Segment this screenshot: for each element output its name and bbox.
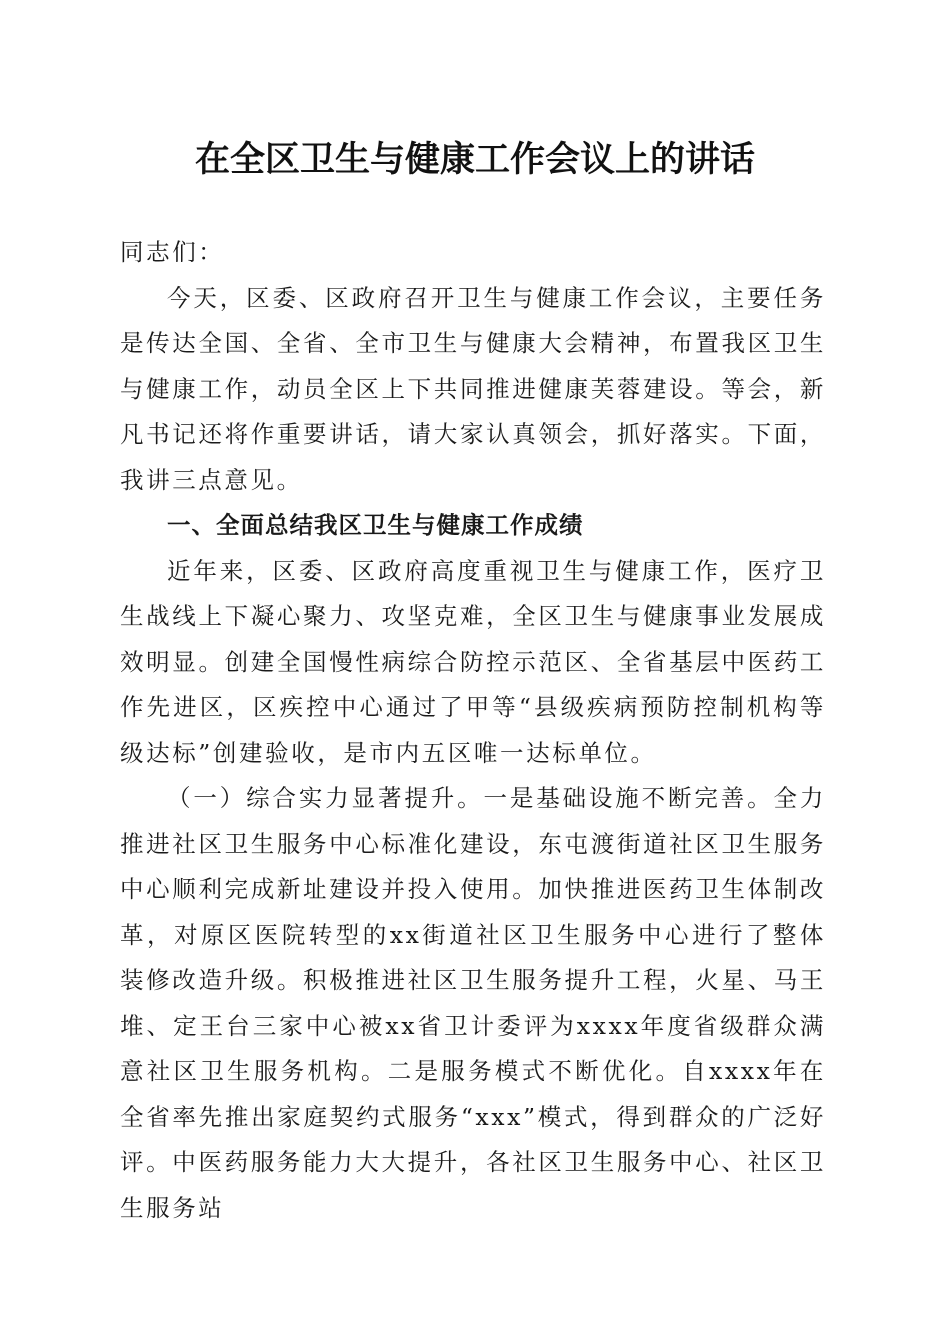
section1-paragraph-1: 近年来，区委、区政府高度重视卫生与健康工作，医疗卫生战线上下凝心聚力、攻坚克难，全区卫生与健康事业发展成效明显。创建全国慢性病综合防控示范区、全省基层中医药工作先进区，区疾控中心通过了甲等“县级疾病预防控制机构等级达标”创建验收，是市内五区唯一达标单位。 [120, 556, 826, 767]
document-body [120, 230, 826, 1231]
section-heading-1: 一、全面总结我区卫生与健康工作成绩 [167, 511, 584, 539]
intro-paragraph: 今天，区委、区政府召开卫生与健康工作会议，主要任务是传达全国、全省、全市卫生与健康大会精神，布置我区卫生与健康工作，动员全区上下共同推进健康芙蓉建设。等会，新凡书记还将作重要讲话，请大家认真领会，抓好落实。下面，我讲三点意见。 [120, 283, 826, 494]
section1-paragraph-2: （一）综合实力显著提升。一是基础设施不断完善。全力推进社区卫生服务中心标准化建设，东屯渡街道社区卫生服务中心顺利完成新址建设并投入使用。加快推进医药卫生体制改革，对原区医院转型的xx街道社区卫生服务中心进行了整体装修改造升级。积极推进社区卫生服务提升工程，火星、马王堆、定王台三家中心被xx省卫计委评为xxxx年度省级群众满意社区卫生服务机构。二是服务模式不断优化。自xxxx年在全省率先推出家庭契约式服务“xxx”模式，得到群众的广泛好评。中医药服务能力大大提升，各社区卫生服务中心、社区卫生服务站 [120, 784, 826, 1222]
salutation: 同志们： [120, 238, 225, 266]
document-title: 在全区卫生与健康工作会议上的讲话 [194, 139, 755, 180]
